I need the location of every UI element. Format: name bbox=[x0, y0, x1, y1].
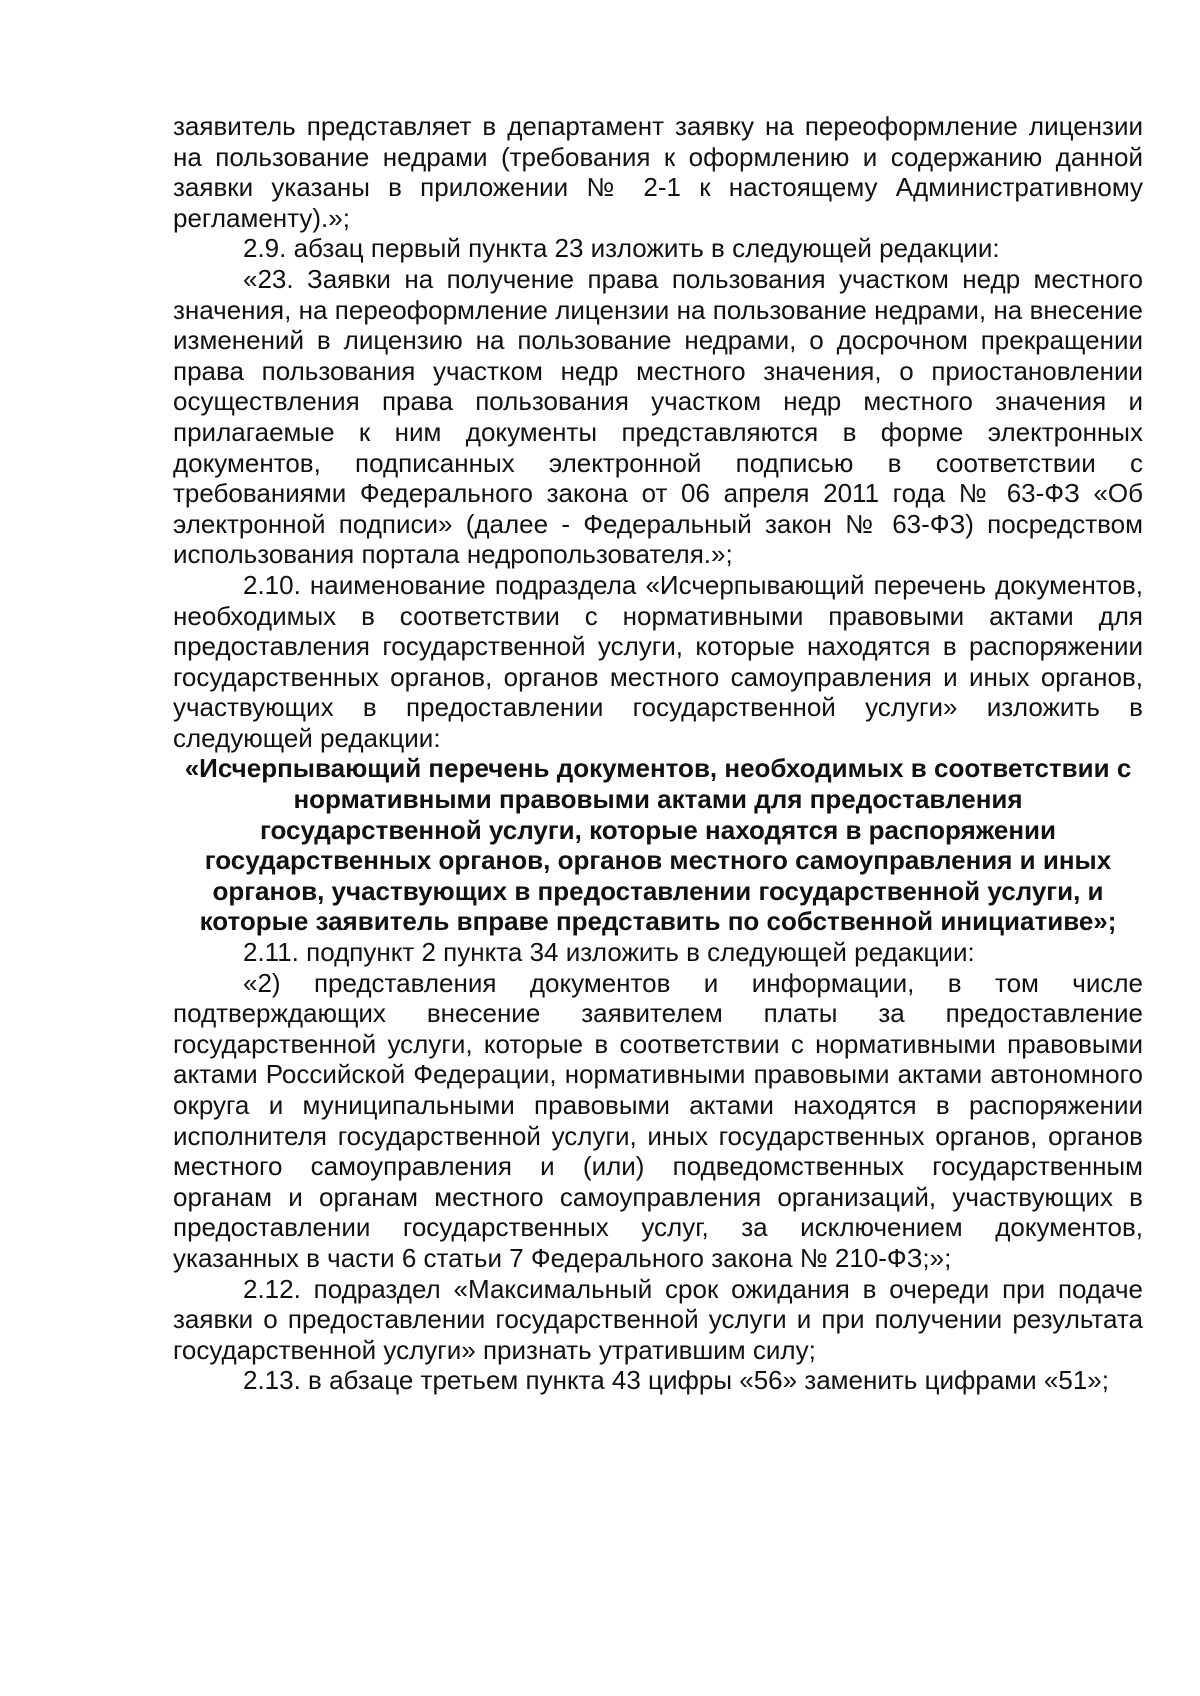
paragraph-subitem-2: «2) представления документов и информации, в том числе подтверждающих внесение заявителем платы за предоставление государственной услуги, которые в соответствии с нормативными правовыми актами Российской Федерации, нормативными правовыми актами автономного округа и муниципальными правовыми актами находятся в распоряжении исполнителя государственной услуги, иных государственных органов, органов местного самоуправления и (или) подведомственных государственным органам и органам местного самоуправления организаций, участвующих в предоставлении государственных услуг, за исключением документов, указанных в части 6 статьи 7 Федерального закона № 210-ФЗ;»; bbox=[173, 967, 1143, 1273]
paragraph-2-10: 2.10. наименование подраздела «Исчерпывающий перечень документов, необходимых в соответствии с нормативными правовыми актами для предоставления государственной услуги, которые находятся в распоряжении государственных органов, органов местного самоуправления и иных органов, участвующих в предоставлении государственной услуги» изложить в следующей редакции: bbox=[173, 569, 1143, 753]
paragraph-2-11: 2.11. подпункт 2 пункта 34 изложить в следующей редакции: bbox=[243, 937, 975, 968]
paragraph-item-23: «23. Заявки на получение права пользования участком недр местного значения, на переоформление лицензии на пользование недрами, на внесение изменений в лицензию на пользование недрами, о досрочном прекращении права пользования участком недр местного значения, о приостановлении осуществления права пользования участком недр местного значения и прилагаемые к ним документы представляются в форме электронных документов, подписанных электронной подписью в соответствии с требованиями Федерального закона от 06 апреля 2011 года № 63-ФЗ «Об электронной подписи» (далее - Федеральный закон № 63-ФЗ) посредством использования портала недропользователя.»; bbox=[173, 263, 1143, 570]
paragraph-continuation: заявитель представляет в департамент заявку на переоформление лицензии на пользование недрами (требования к оформлению и содержанию данной заявки указаны в приложении № 2-1 к настоящему Административному регламенту).»; bbox=[173, 111, 1143, 233]
paragraph-2-9: 2.9. абзац первый пункта 23 изложить в следующей редакции: bbox=[243, 233, 1000, 264]
document-page bbox=[173, 111, 1143, 1396]
section-heading: «Исчерпывающий перечень документов, необходимых в соответствии с нормативными правовыми актами для предоставления государственной услуги, которые находятся в распоряжении государственных органов, органов местного самоуправления и иных органов, участвующих в предоставлении государственной услуги, и которые заявитель вправе представить по собственной инициативе»; bbox=[184, 753, 1132, 937]
paragraph-2-12: 2.12. подраздел «Максимальный срок ожидания в очереди при подаче заявки о предоставлении государственной услуги и при получении результата государственной услуги» признать утратившим силу; bbox=[173, 1273, 1143, 1365]
paragraph-2-13: 2.13. в абзаце третьем пункта 43 цифры «56» заменить цифрами «51»; bbox=[243, 1365, 1109, 1396]
